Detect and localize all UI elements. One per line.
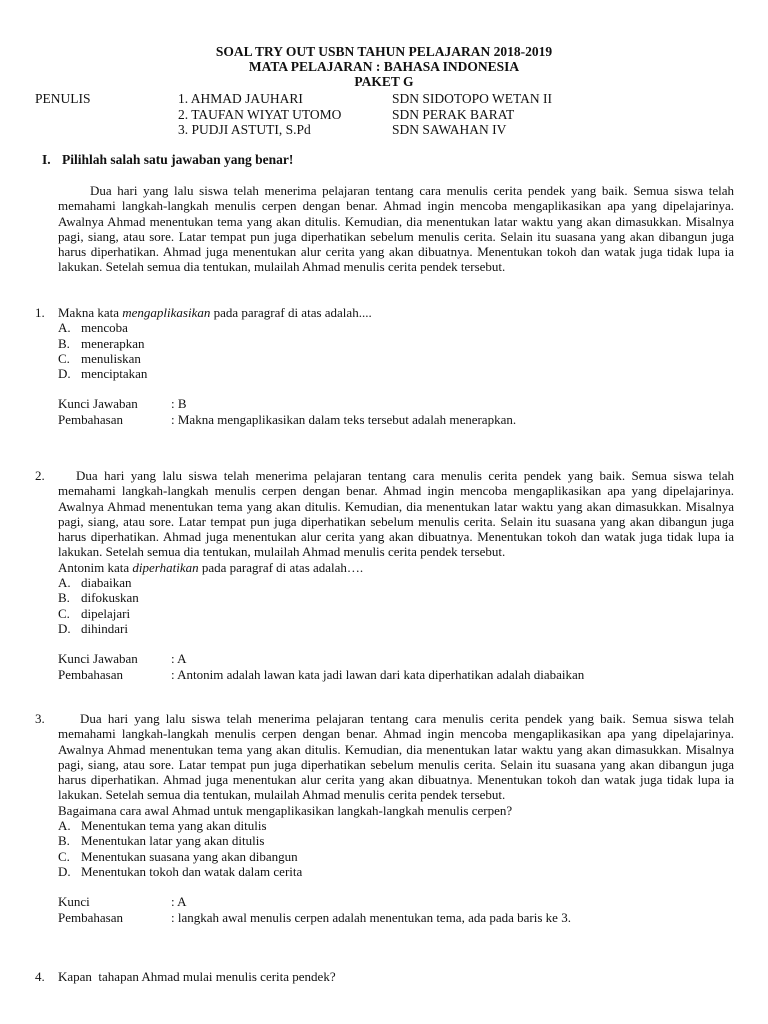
option-c: C. Menentukan suasana yang akan dibangun [58,848,298,864]
section-instruction: Pilihlah salah satu jawaban yang benar! [62,152,294,167]
question-number: 3. [35,711,45,726]
option-a: A. diabaikan [58,575,132,591]
option-c: C. dipelajari [58,605,131,621]
writer-row [35,107,735,123]
question-number: 1. [35,305,45,320]
question-stem: Makna kata mengaplikasikan pada paragraf di atas adalah.... [58,305,372,320]
intro-passage [58,183,734,275]
writers-label: PENULIS [35,91,91,106]
header-title: SOAL TRY OUT USBN TAHUN PELAJARAN 2018-2019 [215,44,553,59]
writer-school: SDN PERAK BARAT [392,106,515,122]
writer-school: SDN SAWAHAN IV [392,122,507,137]
document-header [0,44,768,89]
answer-key: Kunci Jawaban : B [58,396,187,412]
section-title [42,152,293,167]
intro-passage-block [0,183,768,275]
question-number: 4. [35,969,45,984]
writer-name: 3. PUDJI ASTUTI, S.Pd [178,122,311,137]
writer-school: SDN SIDOTOPO WETAN II [392,91,553,106]
question-stem: Bagaimana cara awal Ahmad untuk mengaplikasikan langkah-langkah menulis cerpen? [58,802,513,818]
explanation: Pembahasan : Antonim adalah lawan kata jadi lawan dari kata diperhatikan adalah diabaikan [58,666,585,682]
question-3 [0,711,768,925]
header-package: PAKET G [354,74,414,89]
question-4 [0,969,768,984]
answer-key: Kunci Jawaban : A [58,651,187,667]
writer-name: 1. AHMAD JAUHARI [178,91,303,106]
section-number: I. [42,152,51,167]
question-passage: Dua hari yang lalu siswa telah menerima pelajaran tentang cara menulis cerita pendek yang baik. Semua siswa telah memahami langkah-langkah menulis cerpen dengan benar. Ahmad ingin mencoba mengaplikasikan apa yang dipelajarinya. Awalnya Ahmad menentukan tema yang akan ditulis. Kemudian, dia menentukan latar waktu yang akan dimasukkan. Misalnya pagi, siang, atau sore. Latar tempat pun juga diperhatikan sebelum menulis cerita. Selain itu suasana yang akan dibangun juga harus diperhatikan. Ahmad juga menentukan alur cerita yang akan dibuatnya. Menentukan tokoh dan watak juga tidak lupa ia lakukan. Setelah semua dia tentukan, mulailah Ahmad menulis cerita pendek tersebut. [58,711,734,803]
option-a: A. Menentukan tema yang akan ditulis [58,818,267,834]
question-passage: Dua hari yang lalu siswa telah menerima pelajaran tentang cara menulis cerita pendek yang baik. Semua siswa telah memahami langkah-langkah menulis cerpen dengan benar. Ahmad ingin mencoba mengaplikasikan apa yang dipelajarinya. Awalnya Ahmad menentukan tema yang akan ditulis. Kemudian, dia menentukan latar waktu yang akan dimasukkan. Misalnya pagi, siang, atau sore. Latar tempat pun juga diperhatikan sebelum menulis cerita. Selain itu suasana yang akan dibangun juga harus diperhatikan. Ahmad juga menentukan alur cerita yang akan dibuatnya. Menentukan tokoh dan watak juga tidak lupa ia lakukan. Setelah semua dia tentukan, mulailah Ahmad menulis cerita pendek tersebut. [58,468,734,560]
explanation: Pembahasan : Makna mengaplikasikan dalam teks tersebut adalah menerapkan. [58,411,517,427]
option-b: B. menerapkan [58,335,145,351]
question-number: 2. [35,468,45,483]
option-c: C. menuliskan [58,350,141,366]
writer-row [35,91,735,107]
option-d: D. menciptakan [58,366,148,382]
writers-table [35,91,735,138]
explanation: Pembahasan : langkah awal menulis cerpen adalah menentukan tema, ada pada baris ke 3. [58,909,571,925]
option-b: B. difokuskan [58,590,139,606]
passage-text: Dua hari yang lalu siswa telah menerima pelajaran tentang cara menulis cerita pendek yang baik. Semua siswa telah memahami langkah-langkah menulis cerpen dengan benar. Ahmad ingin mencoba mengaplikasikan apa yang dipelajarinya. Awalnya Ahmad menentukan tema yang akan ditulis. Kemudian, dia menentukan latar waktu yang akan dimasukkan. Misalnya pagi, siang, atau sore. Latar tempat pun juga diperhatikan sebelum menulis cerita. Selain itu suasana yang akan dibangun juga harus diperhatikan. Ahmad juga menentukan alur cerita yang akan dibuatnya. Menentukan tokoh dan watak juga tidak lupa ia lakukan. Setelah semua dia tentukan, mulailah Ahmad menulis cerita pendek tersebut. [58,183,734,275]
option-a: A. mencoba [58,320,128,336]
writer-row [35,122,735,138]
option-d: D. Menentukan tokoh dan watak dalam cerita [58,863,303,879]
question-stem: Antonim kata diperhatikan pada paragraf di atas adalah…. [58,559,364,575]
option-b: B. Menentukan latar yang akan ditulis [58,833,265,849]
writer-name: 2. TAUFAN WIYAT UTOMO [178,106,342,122]
option-d: D. dihindari [58,620,128,636]
question-2 [0,468,768,682]
answer-key: Kunci : A [58,894,187,910]
question-stem: Kapan tahapan Ahmad mulai menulis cerita pendek? [58,969,336,984]
emphasized-word: mengaplikasikan [122,305,211,320]
header-subject: MATA PELAJARAN : BAHASA INDONESIA [248,59,520,74]
emphasized-word: diperhatikan [132,559,199,575]
question-1 [0,305,768,427]
